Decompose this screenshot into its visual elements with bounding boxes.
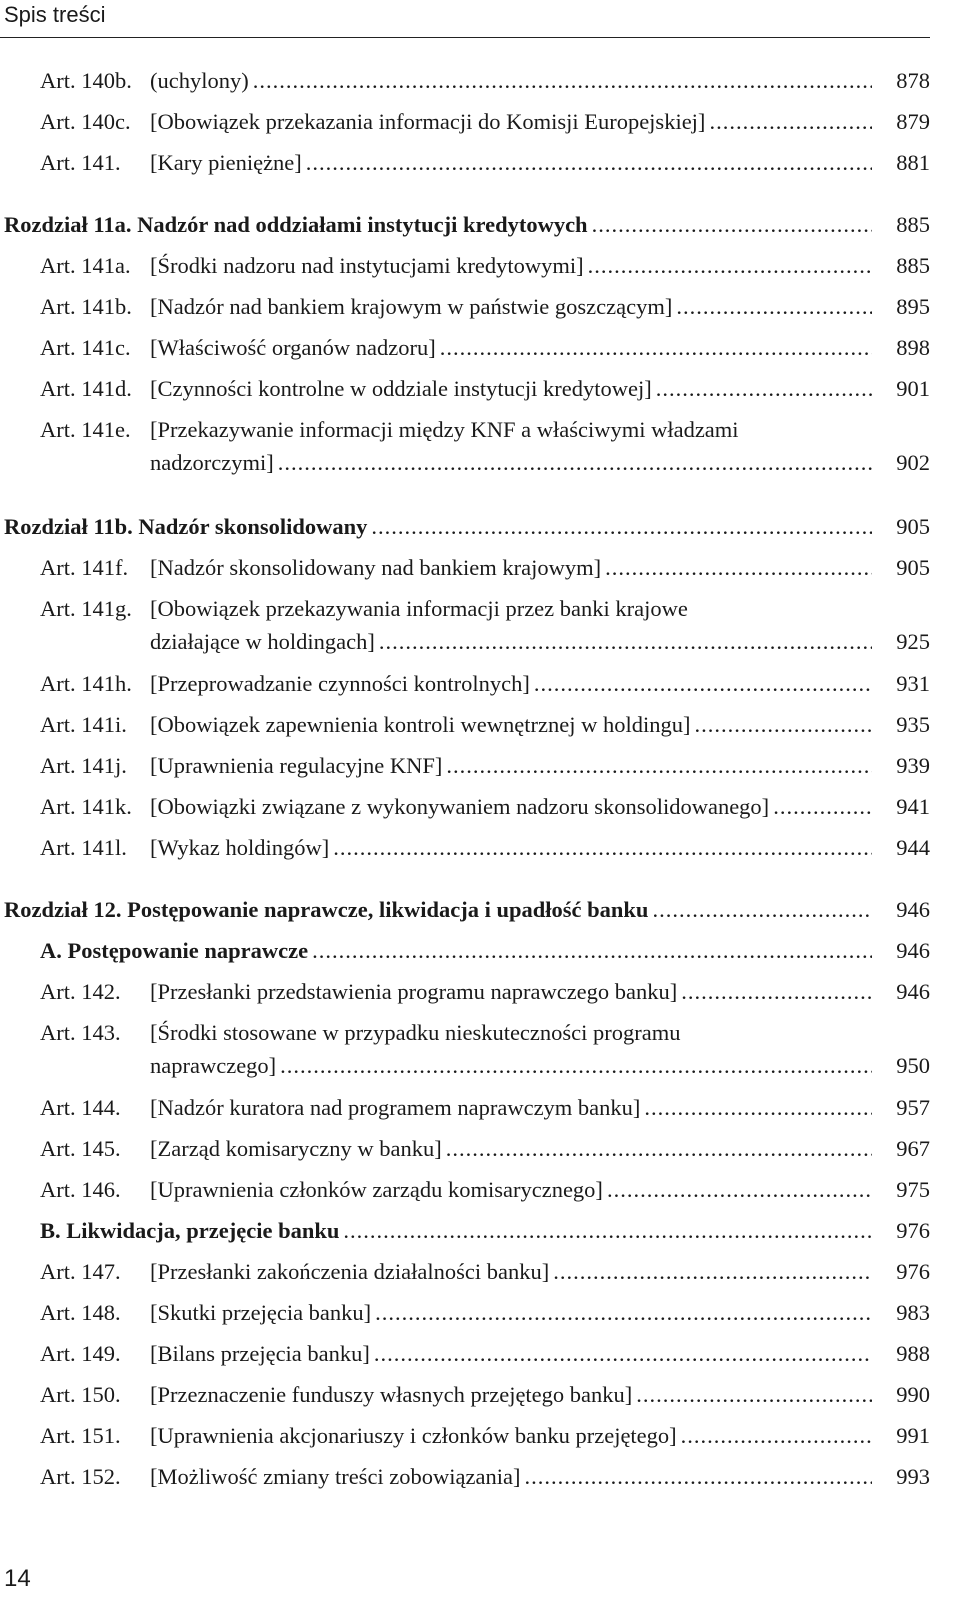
dot-leader <box>588 249 872 282</box>
toc-entry-title: [Kary pieniężne] <box>150 150 302 175</box>
toc-page-number: 976 <box>896 1259 930 1284</box>
toc-article-number: Art. 151. <box>40 1423 121 1448</box>
toc-article-number: Art. 144. <box>40 1095 121 1120</box>
toc-page-number: 988 <box>896 1341 930 1366</box>
toc-article-number: Art. 141h. <box>40 671 132 696</box>
toc-entry-title: [Obowiązek zapewnienia kontroli wewnętrznej w holdingu] <box>150 712 691 737</box>
toc-entry-title: [Przesłanki zakończenia działalności banku] <box>150 1259 550 1284</box>
dot-leader <box>652 893 872 926</box>
toc-article-number: Art. 145. <box>40 1136 121 1161</box>
toc-title-line <box>4 208 930 241</box>
dot-leader <box>524 1460 872 1493</box>
toc-entry-title: [Przesłanki przedstawienia programu naprawczego banku] <box>150 979 678 1004</box>
toc-page-number: 991 <box>896 1423 930 1448</box>
toc-title-line <box>150 1016 681 1049</box>
toc-article-number: Art. 141j. <box>40 753 127 778</box>
toc-entry-title: [Środki stosowane w przypadku nieskuteczności programu <box>150 1020 681 1045</box>
dot-leader <box>694 708 872 741</box>
toc-entry-title: B. Likwidacja, przejęcie banku <box>40 1218 340 1243</box>
toc-title-line <box>150 790 930 823</box>
toc-entry-title: [Skutki przejęcia banku] <box>150 1300 372 1325</box>
toc-article-number: Art. 141. <box>40 150 121 175</box>
toc-article-number: Art. 141f. <box>40 555 129 580</box>
toc-article-number: Art. 152. <box>40 1464 121 1489</box>
toc-title-line <box>150 290 930 323</box>
toc-title-line <box>150 708 930 741</box>
toc-title-line <box>150 446 930 479</box>
toc-entry-title: [Wykaz holdingów] <box>150 835 330 860</box>
dot-leader <box>306 146 872 179</box>
toc-article-number: Art. 146. <box>40 1177 121 1202</box>
page-number: 14 <box>4 1565 31 1592</box>
toc-title-line <box>40 1214 930 1247</box>
dot-leader <box>446 1132 872 1165</box>
dot-leader <box>446 749 872 782</box>
toc-page-number: 983 <box>896 1300 930 1325</box>
toc-title-line <box>150 1296 930 1329</box>
toc-page-number: 902 <box>896 450 930 475</box>
toc-entry-title: [Przekazywanie informacji między KNF a właściwymi władzami <box>150 417 739 442</box>
dot-leader <box>592 208 872 241</box>
dot-leader <box>656 372 872 405</box>
dot-leader <box>676 290 872 323</box>
toc-article-number: Art. 148. <box>40 1300 121 1325</box>
toc-page-number: 946 <box>896 979 930 1004</box>
toc-title-line <box>150 1173 930 1206</box>
toc-article-number: Art. 140c. <box>40 109 131 134</box>
toc-entry-title: [Właściwość organów nadzoru] <box>150 335 436 360</box>
toc-entry-title: [Bilans przejęcia banku] <box>150 1341 370 1366</box>
toc-title-line <box>150 667 930 700</box>
toc-title-line <box>150 1049 930 1082</box>
toc-title-line <box>150 331 930 364</box>
toc-article-number: Art. 141i. <box>40 712 127 737</box>
toc-page-number: 950 <box>896 1053 930 1078</box>
toc-entry-title: [Nadzór skonsolidowany nad bankiem krajowym] <box>150 555 602 580</box>
toc-entry-title: [Obowiązek przekazywania informacji przez banki krajowe <box>150 596 688 621</box>
toc-page-number: 967 <box>896 1136 930 1161</box>
toc-title-line <box>4 893 930 926</box>
toc-page-number: 941 <box>896 794 930 819</box>
toc-article-number: Art. 141b. <box>40 294 132 319</box>
toc-page-number: 931 <box>896 671 930 696</box>
dot-leader <box>709 105 872 138</box>
toc-page-number: 901 <box>896 376 930 401</box>
toc-article-number: Art. 150. <box>40 1382 121 1407</box>
toc-entry-title: [Zarząd komisaryczny w banku] <box>150 1136 442 1161</box>
toc-page-number: 944 <box>896 835 930 860</box>
toc-article-number: Art. 143. <box>40 1020 121 1045</box>
dot-leader <box>607 1173 872 1206</box>
toc-page-number: 935 <box>896 712 930 737</box>
dot-leader <box>440 331 872 364</box>
toc-entry-title: [Środki nadzoru nad instytucjami kredytowymi] <box>150 253 584 278</box>
toc-entry-title: A. Postępowanie naprawcze <box>40 938 309 963</box>
toc-entry-title: [Możliwość zmiany treści zobowiązania] <box>150 1464 521 1489</box>
toc-title-line <box>150 1378 930 1411</box>
toc-page-number: 976 <box>896 1218 930 1243</box>
dot-leader <box>605 551 872 584</box>
toc-article-number: Art. 142. <box>40 979 121 1004</box>
toc-article-number: Art. 141e. <box>40 417 131 442</box>
toc-title-line <box>150 592 688 625</box>
toc-title-line <box>150 105 930 138</box>
toc-entry-title: [Przeprowadzanie czynności kontrolnych] <box>150 671 530 696</box>
toc-page-number: 939 <box>896 753 930 778</box>
dot-leader <box>371 510 872 543</box>
toc-title-line <box>150 831 930 864</box>
toc-title-line <box>150 551 930 584</box>
toc-page-number: 879 <box>896 109 930 134</box>
toc-entry-title: działające w holdingach] <box>150 629 375 654</box>
toc-entry-title: [Czynności kontrolne w oddziale instytucji kredytowej] <box>150 376 652 401</box>
dot-leader <box>375 1296 872 1329</box>
toc-title-line <box>150 372 930 405</box>
toc-page-number: 975 <box>896 1177 930 1202</box>
dot-leader <box>534 667 872 700</box>
toc-entry-title: [Obowiązki związane z wykonywaniem nadzoru skonsolidowanego] <box>150 794 770 819</box>
toc-entry-title: (uchylony) <box>150 68 249 93</box>
toc-title-line <box>150 1419 930 1452</box>
dot-leader <box>280 1049 872 1082</box>
dot-leader <box>333 831 872 864</box>
toc-title-line <box>150 1337 930 1370</box>
toc-page-number: 990 <box>896 1382 930 1407</box>
dot-leader <box>553 1255 872 1288</box>
toc-page-number: 898 <box>896 335 930 360</box>
toc-title-line <box>150 1255 930 1288</box>
toc-title-line <box>150 146 930 179</box>
dot-leader <box>681 1419 872 1452</box>
toc-title-line <box>4 510 930 543</box>
toc-article-number: Art. 141l. <box>40 835 127 860</box>
toc-entry-title: Rozdział 12. Postępowanie naprawcze, likwidacja i upadłość banku <box>4 897 649 922</box>
toc-title-line <box>150 64 930 97</box>
toc-page-number: 885 <box>896 212 930 237</box>
dot-leader <box>379 625 872 658</box>
dot-leader <box>312 934 872 967</box>
toc-title-line <box>150 1091 930 1124</box>
toc-page-number: 885 <box>896 253 930 278</box>
toc-title-line <box>150 749 930 782</box>
toc-entry-title: [Nadzór nad bankiem krajowym w państwie goszczącym] <box>150 294 673 319</box>
dot-leader <box>681 975 872 1008</box>
toc-article-number: Art. 141g. <box>40 596 132 621</box>
toc-page-number: 905 <box>896 514 930 539</box>
toc-title-line <box>150 1132 930 1165</box>
page-header-title: Spis treści <box>4 2 106 27</box>
toc-article-number: Art. 141d. <box>40 376 132 401</box>
toc-title-line <box>150 975 930 1008</box>
dot-leader <box>636 1378 872 1411</box>
toc-article-number: Art. 140b. <box>40 68 132 93</box>
toc-article-number: Art. 149. <box>40 1341 121 1366</box>
toc-page-number: 881 <box>896 150 930 175</box>
dot-leader <box>374 1337 872 1370</box>
toc-entry-title: Rozdział 11a. Nadzór nad oddziałami instytucji kredytowych <box>4 212 588 237</box>
dot-leader <box>343 1214 872 1247</box>
dot-leader <box>253 64 872 97</box>
toc-article-number: Art. 141a. <box>40 253 131 278</box>
dot-leader <box>773 790 872 823</box>
toc-title-line <box>150 249 930 282</box>
toc-title-line <box>150 1460 930 1493</box>
toc-title-line <box>150 413 739 446</box>
toc-page-number: 946 <box>896 897 930 922</box>
toc-entry-title: [Uprawnienia regulacyjne KNF] <box>150 753 443 778</box>
toc-entry-title: [Przeznaczenie funduszy własnych przejętego banku] <box>150 1382 633 1407</box>
toc-article-number: Art. 141c. <box>40 335 131 360</box>
toc-entry-title: nadzorczymi] <box>150 450 274 475</box>
dot-leader <box>644 1091 872 1124</box>
toc-entry-title: [Uprawnienia członków zarządu komisarycznego] <box>150 1177 603 1202</box>
toc-entry-title: [Nadzór kuratora nad programem naprawczym banku] <box>150 1095 641 1120</box>
toc-entry-title: [Obowiązek przekazania informacji do Komisji Europejskiej] <box>150 109 706 134</box>
toc-page-number: 925 <box>896 629 930 654</box>
toc-page-number: 957 <box>896 1095 930 1120</box>
toc-page-number: 895 <box>896 294 930 319</box>
toc-article-number: Art. 141k. <box>40 794 132 819</box>
toc-entry-title: [Uprawnienia akcjonariuszy i członków banku przejętego] <box>150 1423 677 1448</box>
toc-entry-title: naprawczego] <box>150 1053 277 1078</box>
toc-article-number: Art. 147. <box>40 1259 121 1284</box>
toc-page-number: 993 <box>896 1464 930 1489</box>
toc-page-number: 905 <box>896 555 930 580</box>
header-divider <box>0 37 930 38</box>
toc-title-line <box>150 625 930 658</box>
dot-leader <box>278 446 872 479</box>
toc-entry-title: Rozdział 11b. Nadzór skonsolidowany <box>4 514 368 539</box>
toc-page-number: 946 <box>896 938 930 963</box>
toc-page-number: 878 <box>896 68 930 93</box>
toc-title-line <box>40 934 930 967</box>
